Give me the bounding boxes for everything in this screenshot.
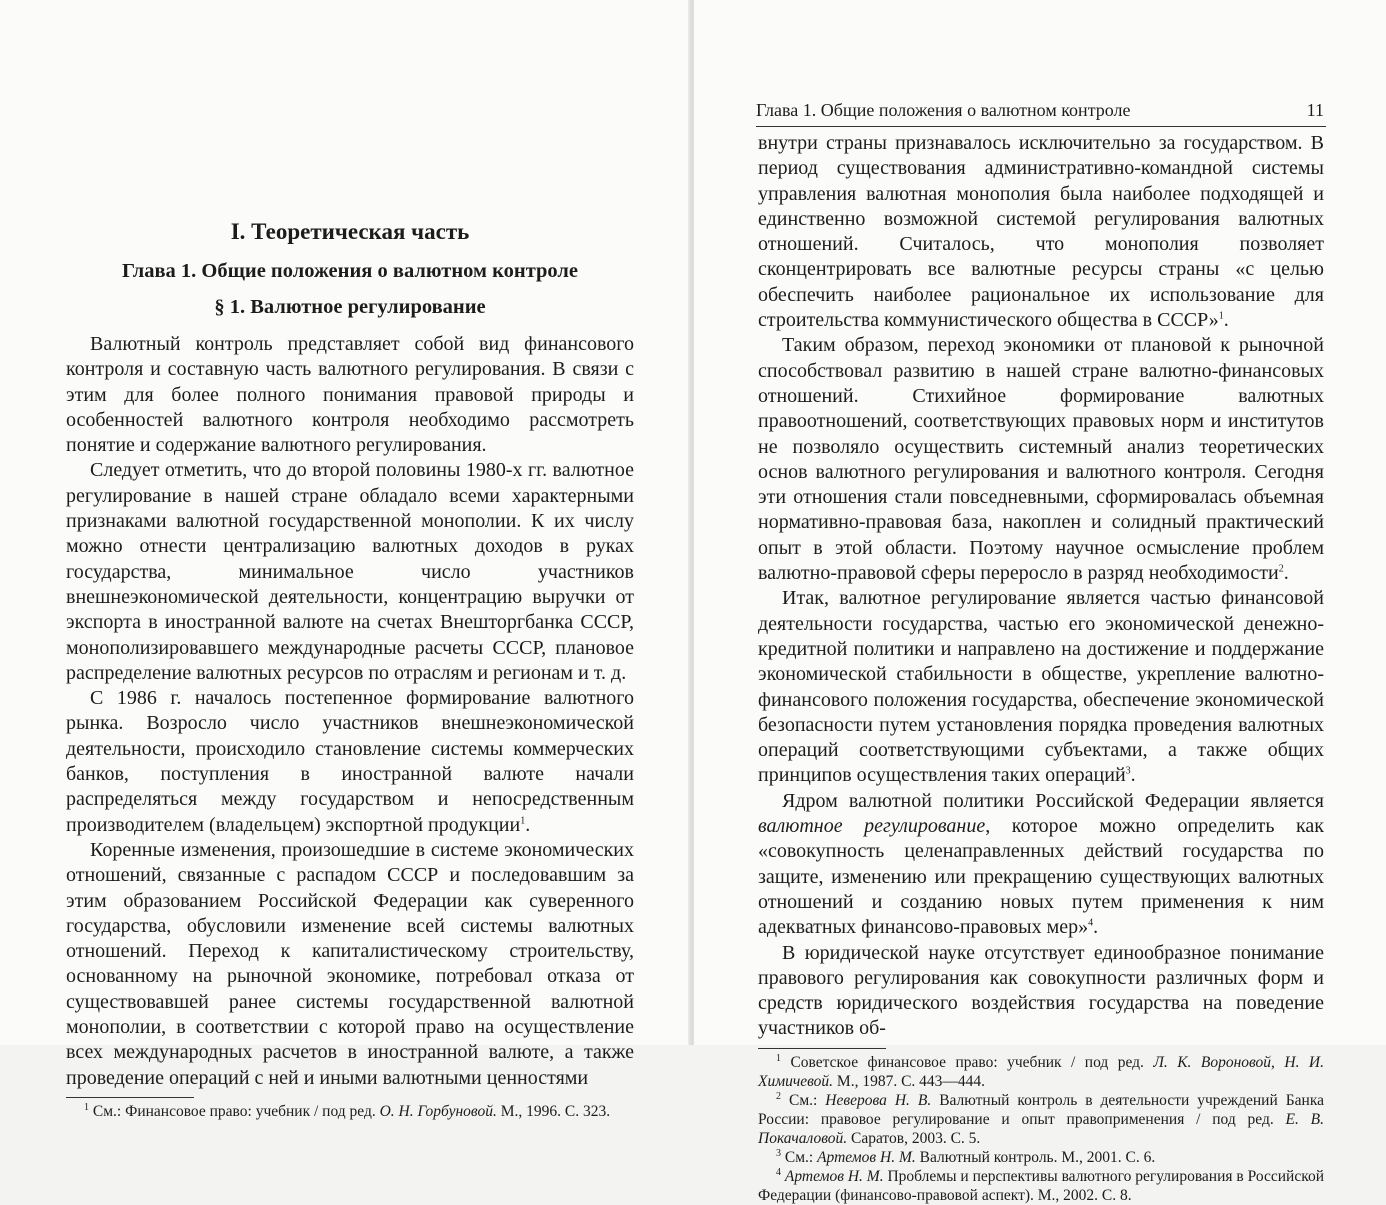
left-page (0, 0, 690, 1120)
footnote-number: 2 (776, 1090, 781, 1102)
footnote (758, 1091, 1324, 1148)
footnote-editor: Е. В. Покачаловой. (758, 1110, 1325, 1147)
paragraph (758, 586, 1324, 788)
punct: . (525, 813, 531, 836)
paragraph (758, 789, 1324, 941)
footnote (758, 1167, 1324, 1205)
footnote-text: Валютный контроль. М., 2001. С. 6. (915, 1148, 1156, 1166)
punct: . (1223, 309, 1229, 332)
paragraph: Валютный контроль представляет собой вид финансового контроля и составную часть валютного регулирования. В связи с этим для более полного понимания правовой природы и особенностей валютного контроля необходимо рассмотреть понятие и содержание валютного регулирования. (66, 333, 634, 457)
footnote-author: Артемов Н. М. (784, 1167, 884, 1185)
paragraph: Следует отметить, что до второй половины 1980-х гг. валютное регулирование в нашей стране обладало всеми характерными признаками валютной государственной монополии. К их числу можно отнести централизацию валютных доходов в руках государства, минимальное число участников внешнеэкономической деятельности, концентрацию выручки от экспорта в иностранной валюте на счетах Внешторгбанка СССР, монополизировавшего международные расчеты СССР, плановое распределение валютных ресурсов по отраслям и регионам и т. д. (66, 459, 634, 684)
page-number: 11 (1306, 100, 1324, 120)
footnote-ref: 1 (1218, 310, 1224, 322)
footnote-text: М., 1996. С. 323. (496, 1102, 611, 1120)
part-heading: I. Теоретическая часть (230, 219, 470, 244)
footnote-text: См.: (788, 1091, 826, 1109)
footnote (66, 1102, 634, 1121)
footnote-ref: 1 (520, 814, 526, 826)
section-heading: § 1. Валютное регулирование (214, 296, 486, 318)
running-head (756, 98, 1326, 127)
paragraph: В юридической науке отсутствует единообразное понимание правового регулирования как совокупности различных форм и средств юридического воздействия государства на поведение участников об- (758, 941, 1324, 1040)
footnote-ref: 3 (1125, 765, 1131, 777)
paragraph-text: Итак, валютное регулирование является частью финансовой деятельности государства, частью его экономической денежно-кредитной политики и направлено на достижение и поддержание экономической стабильности в обществе, укрепление валютно-финансового положения государства, обеспечение экономической безопасности путем установления порядка проведения валютных операций соответствующими субъектами, а также общих принципов осуществления таких операций (758, 587, 1324, 787)
paragraph (758, 333, 1324, 586)
paragraph-text: , которое можно определить как «совокупность целенаправленных действий государства по защите, изменению или прекращению существующих валютных отношений и созданию новых путем применения к ним адекватных финансово-правовых мер» (758, 815, 1324, 939)
left-page-text (66, 218, 634, 1121)
chapter-heading: Глава 1. Общие положения о валютном контроле (121, 260, 579, 282)
footnote-ref: 2 (1278, 563, 1284, 575)
italic-term: валютное регулирование (758, 815, 986, 838)
footnote-text: Валютный контроль в деятельности учреждений Банка России: правовое регулирование и опыт правоприменения / под ред. (758, 1091, 1324, 1128)
punct: . (1283, 562, 1289, 585)
footnote-text: М., 1987. С. 443—444. (833, 1072, 986, 1090)
footnote-author: Л. К. Вороновой, Н. И. Химичевой. (758, 1053, 1324, 1090)
running-title: Глава 1. Общие положения о валютном контроле (756, 100, 1131, 120)
punct: . (1130, 764, 1136, 787)
footnote-rule (66, 1097, 194, 1098)
paragraph-text: Ядром валютной политики Российской Федерации является (782, 789, 1324, 812)
footnote-author: Артемов Н. М. (817, 1148, 916, 1166)
paragraph-text: С 1986 г. началось постепенное формирование валютного рынка. Возросло число участников внешнеэкономической деятельности, происходило становление системы коммерческих банков, поступления в иностранной валюте начали распределяться между государством и непосредственным производителем (владельцем) экспортной продукции (66, 687, 634, 836)
footnote (758, 1053, 1324, 1091)
footnote-text: Саратов, 2003. С. 5. (847, 1129, 981, 1147)
paragraph (66, 686, 634, 838)
right-page-text (758, 131, 1324, 1205)
punct: . (1093, 916, 1099, 939)
footnote-number: 1 (84, 1101, 89, 1113)
footnote-text: Советское финансовое право: учебник / под ред. (790, 1053, 1154, 1071)
footnote-text: Проблемы и перспективы валютного регулирования в Российской Федерации (финансово-правовой аспект). М., 2002. С. 8. (758, 1167, 1325, 1204)
footnote-rule (758, 1048, 886, 1049)
footnote-number: 1 (776, 1052, 781, 1064)
footnote (758, 1148, 1324, 1167)
footnote-text: См.: (784, 1148, 818, 1166)
footnote-number: 3 (776, 1147, 781, 1159)
footnote-author: Неверова Н. В. (825, 1091, 932, 1109)
footnote-text: См.: Финансовое право: учебник / под ред. (92, 1102, 380, 1120)
paragraph-text: внутри страны признавалось исключительно за государством. В период существования административно-командной системы управления валютная монополия была наиболее подходящей и единственно возможной системой регулирования валютных отношений. Считалось, что монополия позволяет сконцентрировать все валютные ресурсы страны «с целью обеспечить наиболее рациональное их использование для строительства коммунистического общества в СССР» (758, 132, 1324, 332)
paragraph: Коренные изменения, произошедшие в системе экономических отношений, связанные с распадом СССР и последовавшим за этим образованием Российской Федерации как суверенного государства, обусловили изменение всей системы валютных отношений. Переход к капиталистическому строительству, основанному на рыночной экономике, потребовал отказа от существовавшей ранее системы государственной валютной монополии, в соответствии с которой право на осуществление всех международных расчетов в иностранной валюте, а также проведение операций с ней и иными валютными ценностями (66, 838, 634, 1089)
right-page (694, 0, 1386, 1204)
footnote-number: 4 (776, 1166, 781, 1178)
paragraph-text: Таким образом, переход экономики от плановой к рыночной способствовал развитию в нашей стране валютно-финансовых отношений. Стихийное формирование валютных правоотношений, соответствующих правовых норм и институтов не позволяло осуществить системный анализ теоретических основ валютного регулирования и валютного контроля. Сегодня эти отношения стали повседневными, сформировалась объемная нормативно-правовая база, накоплен и солидный практический опыт в этой области. Поэтому научное осмысление проблем валютно-правовой сферы переросло в разряд необходимости (758, 334, 1324, 585)
paragraph (758, 131, 1324, 333)
footnote-author: О. Н. Горбуновой. (379, 1102, 497, 1120)
footnote-ref: 4 (1088, 917, 1094, 929)
